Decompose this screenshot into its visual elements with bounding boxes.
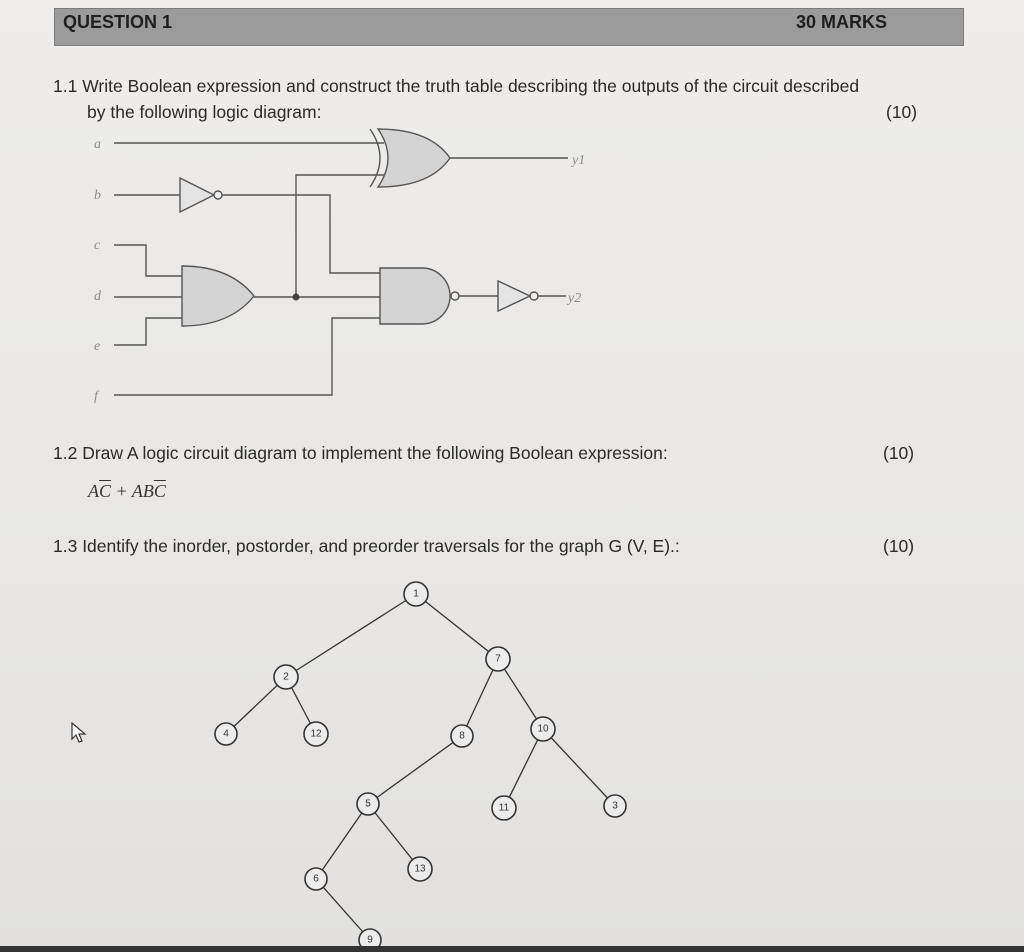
svg-text:3: 3: [612, 800, 618, 812]
tree-edge: [368, 736, 462, 804]
junction-dot: [293, 294, 300, 301]
q1-3-text: 1.3 Identify the inorder, postorder, and preorder traversals for the graph G (V, E).:: [53, 536, 680, 556]
tree-node: [304, 722, 328, 746]
tree-node: [531, 717, 555, 741]
svg-text:1: 1: [413, 588, 419, 600]
tree-node: [274, 665, 298, 689]
svg-text:5: 5: [365, 798, 371, 810]
q1-1-marks: (10): [886, 102, 918, 122]
input-label-a: a: [94, 137, 101, 152]
tree-node: [404, 582, 428, 606]
svg-text:11: 11: [498, 802, 510, 814]
tree-edge: [286, 594, 416, 677]
q1-2-marks: (10): [883, 443, 915, 463]
svg-text:9: 9: [367, 934, 373, 946]
input-label-b: b: [94, 188, 101, 203]
tree-node: [604, 795, 626, 817]
tree-edge: [316, 804, 368, 879]
svg-text:2: 2: [283, 671, 289, 683]
tree-edge: [504, 729, 543, 808]
tree-edges: [226, 594, 615, 940]
output-label-y2: y2: [568, 291, 582, 306]
not-gate-y2: [498, 281, 530, 311]
nand-gate: [380, 268, 450, 324]
tree-graph: [215, 582, 626, 951]
tree-node: [305, 868, 327, 890]
input-label-d: d: [94, 289, 101, 304]
svg-text:4: 4: [223, 728, 229, 740]
tree-node: [492, 796, 516, 820]
q1-2-text: 1.2 Draw A logic circuit diagram to implement the following Boolean expression:: [53, 443, 668, 463]
q1-3-marks: (10): [883, 536, 915, 556]
wire-c: [114, 245, 182, 276]
wire-and-to-or: [296, 175, 384, 297]
tree-edge: [416, 594, 498, 659]
tree-node: [357, 793, 379, 815]
question-title: QUESTION 1: [63, 12, 173, 32]
tree-edge: [543, 729, 615, 806]
logic-circuit: [94, 129, 585, 404]
svg-text:8: 8: [459, 730, 465, 742]
mouse-cursor-icon: [70, 722, 88, 744]
q1-1-line1: 1.1 Write Boolean expression and construct the truth table describing the outputs of the circuit described: [53, 76, 860, 96]
output-label-y1: y1: [572, 153, 586, 168]
q1-1-line2: by the following logic diagram:: [87, 102, 322, 122]
and-gate-cde: [182, 266, 254, 326]
svg-text:13: 13: [414, 863, 426, 875]
question-marks: 30 MARKS: [795, 12, 887, 32]
or-gate-y1: [378, 129, 450, 187]
boolean-expression: $A\overline{C} + AB\overline{C}$: [88, 481, 166, 501]
tree-node: [451, 725, 473, 747]
bottom-edge: [0, 946, 1024, 952]
tree-node: [215, 723, 237, 745]
svg-text:6: 6: [313, 873, 319, 885]
svg-text:12: 12: [310, 728, 322, 740]
wire-not-b: [222, 195, 384, 273]
or-gate-input-arc: [370, 129, 380, 187]
wire-e: [114, 318, 182, 345]
tree-node: [486, 647, 510, 671]
svg-text:10: 10: [537, 723, 549, 735]
input-label-c: c: [94, 238, 101, 253]
svg-text:7: 7: [495, 653, 501, 665]
tree-edge: [316, 879, 370, 940]
wire-f: [114, 318, 380, 395]
input-label-f: f: [94, 389, 98, 404]
input-label-e: e: [94, 339, 101, 354]
tree-node: [408, 857, 432, 881]
not-gate-b: [180, 178, 214, 212]
